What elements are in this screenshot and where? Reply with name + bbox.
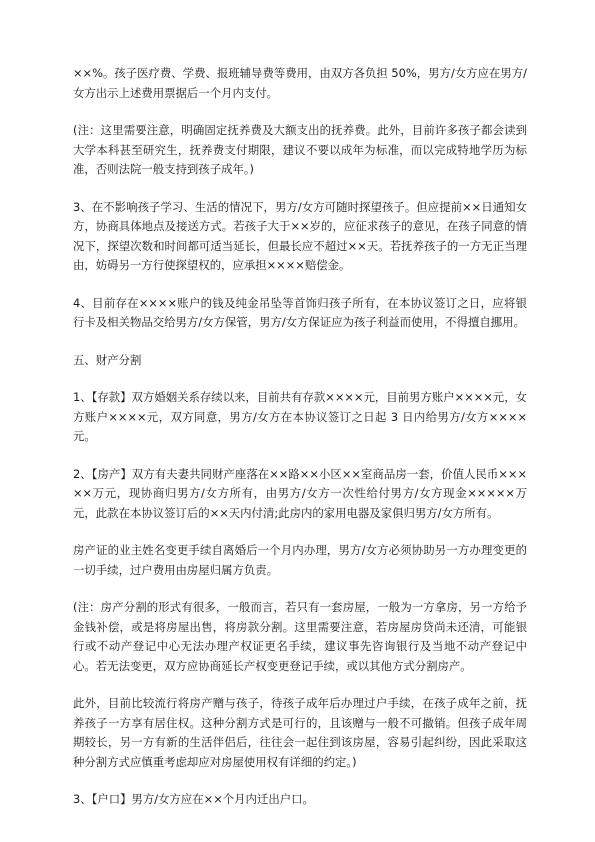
paragraph-child-expenses: ××%。孩子医疗费、学费、报班辅导费等费用，由双方各负担 50%，男方/女方应在男方/女方出示上述费用票据后一个月内支付。 — [73, 66, 527, 100]
paragraph-deposits: 1、【存款】双方婚姻关系存续以来，目前共有存款××××元，目前男方账户××××元，女方账户××××元，双方同意，男方/女方在本协议签订之日起 3 日内给男方/女方××××元。 — [73, 390, 527, 443]
paragraph-household-registration: 3、【户口】男方/女方应在××个月内迁出户口。 — [73, 792, 314, 806]
section-heading-property: 五、财产分割 — [73, 352, 142, 367]
paragraph-note-property-division: (注：房产分割的形式有很多，一般而言，若只有一套房屋，一般为一方拿房，另一方给予金钱补偿，或是将房屋出售，将房款分割。这里需要注意，若房屋房贷尚未还清，可能银行或不动产登记中心无法办理产权证更名手续，建议事先咨询银行及当地不动产登记中心。若无法变更，双方应协商延长产权变更登记手续，或以其他方式分割房产。 — [73, 600, 527, 673]
paragraph-note-gift-to-child: 此外，目前比较流行将房产赠与孩子，待孩子成年后办理过户手续，在孩子成年之前，抚养孩子一方享有居住权。这种分割方式是可行的，且该赠与一般不可撤销。但孩子成年周期较长，另一方有新的生活伴侣后，往往会一起住到该房屋，容易引起纠纷，因此采取这种分割方式应慎重考虑却应对房屋使用权有详细的约定。) — [73, 696, 527, 769]
paragraph-visitation: 3、在不影响孩子学习、生活的情况下，男方/女方可随时探望孩子。但应提前××日通知女方，协商具体地点及接送方式。若孩子大于××岁的，应征求孩子的意见，在孩子同意的情况下，探望次数和时间都可适当延长，但最长应不超过××天。若抚养孩子的一方无正当理由，妨碍另一方行使探望权的，应承担××××赔偿金。 — [73, 199, 527, 272]
paragraph-real-estate: 2、【房产】双方有夫妻共同财产座落在××路××小区××室商品房一套，价值人民币×××××万元，现协商归男方/女方所有，由男方/女方一次性给付男方/女方现金×××××万元，此款在本协议签订后的××天内付清;此房内的家用电器及家俱归男方/女方所有。 — [73, 466, 527, 520]
paragraph-note-support-term: (注：这里需要注意，明确固定抚养费及大额支出的抚养费。此外，目前许多孩子都会读到大学本科甚至研究生，抚养费支付期限，建议不要以成年为标准，而以完成特地学历为标准，否则法院一般支持到孩子成年。) — [73, 123, 527, 176]
paragraph-title-transfer: 房产证的业主姓名变更手续自离婚后一个月内办理，男方/女方必须协助另一方办理变更的一切手续，过户费用由房屋归属方负责。 — [73, 543, 527, 577]
paragraph-child-assets: 4、目前存在××××账户的钱及纯金吊坠等首饰归孩子所有，在本协议签订之日，应将银行卡及相关物品交给男方/女方保管，男方/女方保证应为孩子利益而使用，不得擅自挪用。 — [73, 295, 527, 329]
